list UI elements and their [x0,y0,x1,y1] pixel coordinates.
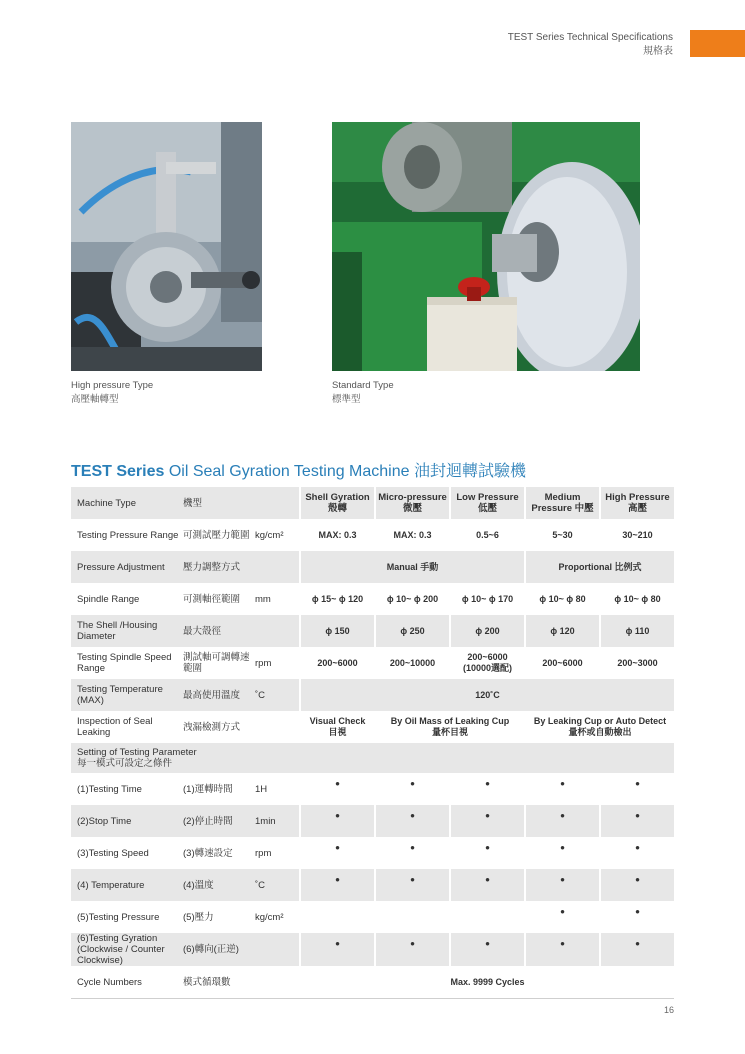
table-row [71,869,674,901]
row-unit: kg/cm² [253,519,299,551]
row-label-zh: (2)停止時間 [181,805,253,837]
cell-value: 200~10000 [374,647,449,679]
row-label-en: Inspection of Seal Leaking [71,711,181,743]
caption-zh: 標準型 [332,394,361,405]
check-dot: • [599,837,674,869]
standard-type-caption [332,379,394,407]
cell-value: ϕ 10~ ϕ 200 [374,583,449,615]
check-dot: • [524,837,599,869]
page-header [508,31,673,59]
cell-value: MAX: 0.3 [374,519,449,551]
section-title [71,458,526,481]
row-label-zh: 可測試壓力範圍 [181,519,253,551]
row-unit: kg/cm² [253,901,299,933]
cell-value: 120˚C [299,679,674,711]
table-row [71,966,674,998]
empty-cell [449,901,524,933]
check-dot: • [524,901,599,933]
table-row [71,519,674,551]
table-header-row [71,487,674,519]
check-dot: • [374,933,449,966]
row-label-en: Testing Temperature (MAX) [71,679,181,711]
row-label-zh: (4)溫度 [181,869,253,901]
row-label-zh: 可測軸徑範圍 [181,583,253,615]
table-row [71,901,674,933]
row-label-zh: (3)轉速設定 [181,837,253,869]
header-machine-type: Machine Type [71,487,181,519]
check-dot: • [449,869,524,901]
cell-value: Visual Check 目視 [299,711,374,743]
cell-value: Manual 手動 [299,551,524,583]
row-label-zh: 壓力調整方式 [181,551,299,583]
cell-value: MAX: 0.3 [299,519,374,551]
check-dot: • [299,869,374,901]
check-dot: • [299,837,374,869]
check-dot: • [599,869,674,901]
section-title-rest: Oil Seal Gyration Testing Machine 油封迴轉試驗機 [164,463,526,480]
cell-value: Proportional 比例式 [524,551,674,583]
row-label-zh: 洩漏檢測方式 [181,711,299,743]
check-dot: • [599,805,674,837]
header-title-en: TEST Series Technical Specifications [507,32,673,43]
check-dot: • [374,837,449,869]
caption-en: High pressure Type [71,380,154,391]
setting-label: Setting of Testing Parameter 每一模式可設定之條件 [71,743,674,773]
cell-value: ϕ 110 [599,615,674,647]
high-pressure-photo [71,122,262,371]
row-label-en: (3)Testing Speed [71,837,181,869]
table-row [71,679,674,711]
caption-zh: 高壓軸轉型 [71,394,119,405]
cell-value: ϕ 120 [524,615,599,647]
standard-type-photo [332,122,640,371]
check-dot: • [449,805,524,837]
row-label-en: The Shell /Housing Diameter [71,615,181,647]
check-dot: • [299,933,374,966]
header-low-pressure: Low Pressure 低壓 [449,487,524,519]
row-label-zh: (1)運轉時間 [181,773,253,805]
row-label-en: Testing Spindle Speed Range [71,647,181,679]
row-label-en: Pressure Adjustment [71,551,181,583]
row-label-en: (2)Stop Time [71,805,181,837]
row-unit: rpm [253,647,299,679]
header-accent-bar [690,30,745,57]
row-unit: ˚C [253,869,299,901]
row-unit: 1H [253,773,299,805]
row-label-zh: 最高使用溫度 [181,679,253,711]
table-row [71,933,674,966]
table-row [71,583,674,615]
header-title-zh: 規格表 [643,46,673,57]
footer-rule [71,998,674,999]
cell-value: 200~6000 (10000選配) [449,647,524,679]
row-label-en: (1)Testing Time [71,773,181,805]
check-dot: • [524,773,599,805]
row-label-zh: 測試軸可調轉速範圍 [181,647,253,679]
row-unit: ˚C [253,679,299,711]
check-dot: • [524,933,599,966]
header-shell-gyration: Shell Gyration 殼轉 [299,487,374,519]
spec-table [71,487,674,998]
cell-value: ϕ 15~ ϕ 120 [299,583,374,615]
cell-value: 200~6000 [299,647,374,679]
check-dot: • [599,933,674,966]
cell-value: By Oil Mass of Leaking Cup 量杯目視 [374,711,524,743]
cell-value: ϕ 10~ ϕ 170 [449,583,524,615]
table-row [71,551,674,583]
row-label-en: Cycle Numbers [71,966,181,998]
row-label-en: (6)Testing Gyration (Clockwise / Counter Clockwise) [71,933,181,966]
cell-value: 30~210 [599,519,674,551]
header-high-pressure: High Pressure 高壓 [599,487,674,519]
check-dot: • [449,837,524,869]
check-dot: • [374,773,449,805]
row-label-en: (5)Testing Pressure [71,901,181,933]
cell-value: 200~3000 [599,647,674,679]
table-row [71,743,674,773]
empty-cell [374,901,449,933]
check-dot: • [599,773,674,805]
row-label-en: (4) Temperature [71,869,181,901]
row-label-en: Spindle Range [71,583,181,615]
table-row [71,805,674,837]
table-row [71,837,674,869]
cell-value: 0.5~6 [449,519,524,551]
cell-value: ϕ 250 [374,615,449,647]
check-dot: • [374,805,449,837]
cell-value: 200~6000 [524,647,599,679]
cell-value: Max. 9999 Cycles [299,966,674,998]
check-dot: • [374,869,449,901]
check-dot: • [599,901,674,933]
cell-value: ϕ 10~ ϕ 80 [524,583,599,615]
row-unit: 1min [253,805,299,837]
row-label-zh: 最大殼徑 [181,615,299,647]
check-dot: • [449,933,524,966]
check-dot: • [524,869,599,901]
row-label-zh: (6)轉向(正逆) [181,933,299,966]
cell-value: By Leaking Cup or Auto Detect 量杯或自動檢出 [524,711,674,743]
header-micro-pressure: Micro-pressure 微壓 [374,487,449,519]
table-row [71,711,674,743]
high-pressure-caption [71,379,153,407]
empty-cell [299,901,374,933]
cell-value: 5~30 [524,519,599,551]
table-row [71,615,674,647]
header-medium-pressure: Medium Pressure 中壓 [524,487,599,519]
check-dot: • [299,773,374,805]
caption-en: Standard Type [332,380,394,391]
check-dot: • [524,805,599,837]
row-unit: mm [253,583,299,615]
row-label-zh: (5)壓力 [181,901,253,933]
check-dot: • [299,805,374,837]
cell-value: ϕ 200 [449,615,524,647]
row-unit: rpm [253,837,299,869]
row-label-en: Testing Pressure Range [71,519,181,551]
table-row [71,647,674,679]
table-row [71,773,674,805]
cell-value: ϕ 10~ ϕ 80 [599,583,674,615]
section-title-bold: TEST Series [71,463,165,480]
check-dot: • [449,773,524,805]
row-label-zh: 模式循環數 [181,966,299,998]
page-number: 16 [663,1005,674,1015]
header-machine-type-zh: 機型 [181,487,299,519]
cell-value: ϕ 150 [299,615,374,647]
